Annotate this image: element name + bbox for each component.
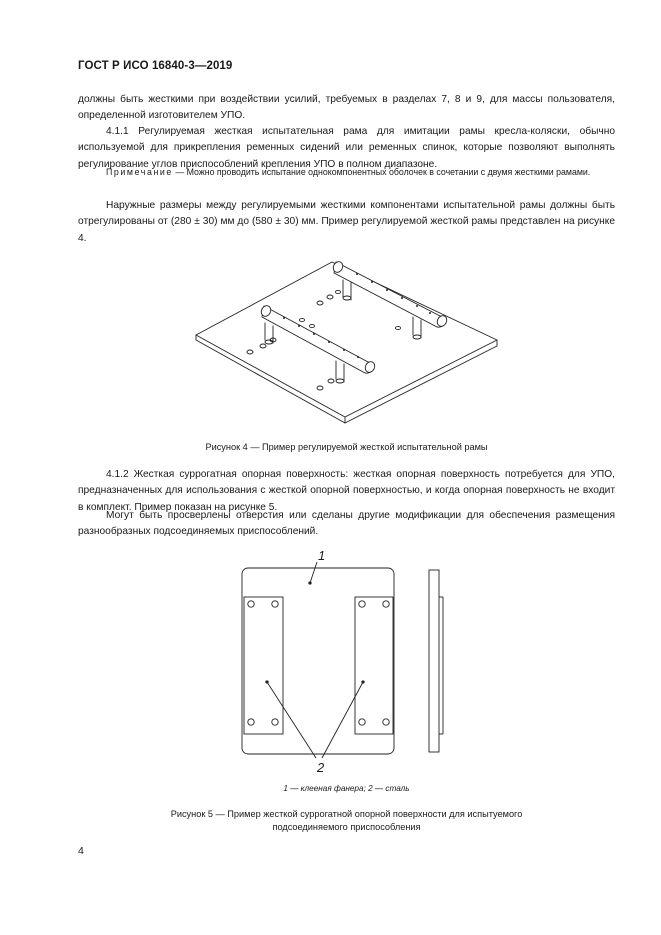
note-label: Примечание xyxy=(106,167,173,177)
paragraph-dimensions: Наружные размеры между регулируемыми жесткими компонентами испытательной рамы должны быть отрегулированы от (280 ± 30) мм до (580 ± 30) мм. Пример регулируемой жесткой рамы представлен на рисунке 4. xyxy=(78,200,615,244)
figure-5-label-1: 1 xyxy=(318,548,326,563)
note-text: — Можно проводить испытание однокомпонентных оболочек в сочетании с двумя жесткими рамами. xyxy=(172,167,591,177)
figure-4-caption: Рисунок 4 — Пример регулируемой жесткой испытательной рамы xyxy=(205,442,488,452)
figure-5-caption-line-1: Рисунок 5 — Пример жесткой суррогатной опорной поверхности для испытуемого xyxy=(170,809,523,819)
figure-5-caption-line-2: подсоединяемого приспособления xyxy=(272,822,421,832)
paragraph-4-1-1: 4.1.1 Регулируемая жесткая испытательная рама для имитации рамы кресла-коляски, обычно используемой для прикрепления ременных сидений или ременных спинок, которые позволяют выполнять регулирование углов приспособлений крепления УПО в полном диапазоне. xyxy=(78,126,615,170)
figure-5-caption xyxy=(78,808,615,834)
paragraph-modifications: Могут быть просверлены отверстия или сделаны другие модификации для обеспечения размещения разнообразных подсоединяемых приспособлений. xyxy=(78,510,615,538)
figure-5-label-2: 2 xyxy=(317,760,325,775)
paragraph-4-1-2: 4.1.2 Жесткая суррогатная опорная поверхность: жесткая опорная поверхность потребуется для УПО, предназначенных для использования с жесткой опорной поверхностью, и когда опорная поверхность не входит в комплект. Пример показан на рисунке 5. xyxy=(78,469,615,513)
figure-5-legend: 1 — клееная фанера; 2 — сталь xyxy=(283,784,410,793)
document-header: ГОСТ Р ИСО 16840-3—2019 xyxy=(78,60,233,72)
page-number: 4 xyxy=(78,845,84,857)
paragraph-continuation: должны быть жесткими при воздействии усилий, требуемых в разделах 7, 8 и 9, для массы пользователя, определенной изготовителем УПО. xyxy=(78,94,615,122)
